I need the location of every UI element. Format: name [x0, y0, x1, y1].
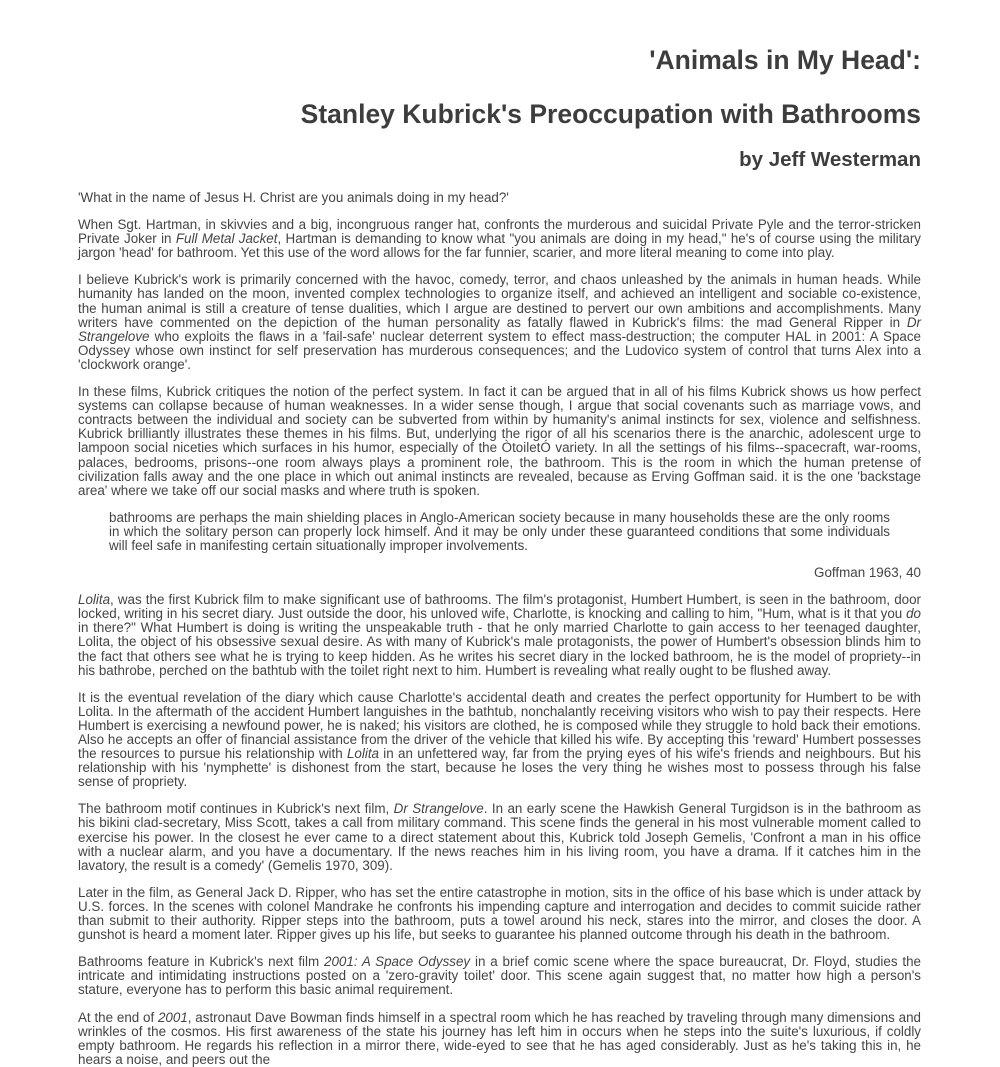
paragraph-text: in there?" What Humbert is doing is writing the unspeakable truth - that he only married Charlotte to gain access to her teenaged daughter, Lolita, the object of his obsessive sexual desire. As with many of Kubrick's male protagonists, the power of Humbert's obsession blinds him to the fact that others see what he is trying to keep hidden. As he writes his secret diary in the locked bathroom, he is the model of propriety--in his bathrobe, perched on the bathtub with the toilet right next to him. Humbert is revealing what really ought to be flushed away. [78, 620, 921, 678]
block-quote: bathrooms are perhaps the main shielding places in Anglo-American society because in many households these are the only rooms in which the solitary person can properly lock himself. And it may be only under these guaranteed conditions that some individuals will feel safe in manifesting certain situationally improper involvements. [109, 509, 890, 553]
emphasis: do [906, 606, 921, 622]
paragraph-8 [78, 955, 921, 997]
paragraph-9 [78, 1011, 921, 1067]
paragraph-text: When Sgt. Hartman, in skivvies and a big, incongruous ranger hat, confronts the murderous and suicidal Private Pyle and the terror-stricken Private Joker in [78, 217, 921, 247]
paragraph-text: Bathrooms feature in Kubrick's next film [78, 954, 325, 970]
film-title: Lolita [78, 592, 111, 608]
paragraph-text: . In an early scene the Hawkish General Turgidson is in the bathroom as his bikini clad-secretary, Miss Scott, takes a call from military command. This scene finds the general in his most vulnerable moment called to exercise his power. In the closest he ever came to a direct statement about this, Kubrick told Joseph Gemelis, 'Confront a man in his office with a nuclear alarm, and you have a documentary. If the news reaches him in his living room, you have a drama. If it catches him in the lavatory, the result is a comedy' (Gemelis 1970, 309). [78, 801, 921, 873]
epigraph-quote: 'What in the name of Jesus H. Christ are you animals doing in my head?' [78, 190, 509, 205]
article-title: 'Animals in My Head': [649, 45, 921, 75]
paragraph-3: In these films, Kubrick critiques the notion of the perfect system. In fact it can be argued that in all of his films Kubrick shows us how perfect systems can collapse because of human weaknesses. In a wider sense though, I argue that social covenants such as marriage vows, and contracts between the individual and society can be subverted from within by humanity's animal instincts for sex, violence and selfishness. Kubrick brilliantly illustrates these themes in his films. But, underlying the rigor of all his scenarios there is the anarchic, adolescent urge to lampoon social niceties which surfaces in his humor, especially of the ÒtoiletÓ variety. In all the settings of his films--spacecraft, war-rooms, palaces, bedrooms, prisons--one room always plays a prominent role, the bathroom. This is the room in which the human pretense of civilization falls away and the one place in which out animal instincts are revealed, because as Erving Goffman said. it is the one 'backstage area' where we take off our social masks and where truth is spoken. [78, 384, 921, 498]
paragraph-4 [78, 593, 921, 678]
paragraph-5 [78, 691, 921, 790]
paragraph-text: in a brief comic scene where the space bureaucrat, Dr. Floyd, studies the intricate and intimidating instructions posted on a 'zero-gravity toilet' door. This scene again suggest that, no matter how high a person's stature, everyone has to perform this basic animal requirement. [78, 954, 921, 998]
paragraph-text: It is the eventual revelation of the diary which cause Charlotte's accidental death and creates the perfect opportunity for Humbert to be with Lolita. In the aftermath of the accident Humbert languishes in the bathtub, nonchalantly receiving visitors who wish to pay their respects. Here Humbert is exercising a newfound power, he is naked; his visitors are clothed, he is composed while they struggle to hold back their emotions. Also he accepts an offer of financial assistance from the driver of the vehicle that killed his wife. By accepting this 'reward' Humbert possesses the resources to pursue his relationship with [78, 689, 921, 762]
paragraph-text: in an unfettered way, far from the prying eyes of his wife's friends and neighbours. But his relationship with his 'nymphette' is dishonest from the start, because he loses the very thing he wishes most to possess through his false sense of propriety. [78, 746, 921, 790]
film-title: 2001 [157, 1009, 188, 1025]
film-title: Full Metal Jacket [175, 231, 278, 247]
article [78, 0, 921, 1067]
film-title: Dr Strangelove [393, 801, 484, 817]
paragraph-text: The bathroom motif continues in Kubrick's next film, [78, 801, 394, 817]
article-subtitle: Stanley Kubrick's Preoccupation with Bathrooms [300, 99, 921, 129]
quote-citation: Goffman 1963, 40 [814, 565, 921, 581]
film-title: Dr Strangelove [78, 314, 921, 344]
paragraph-2 [78, 273, 921, 372]
paragraph-7: Later in the film, as General Jack D. Ripper, who has set the entire catastrophe in motion, sits in the office of his base which is under attack by U.S. forces. In the scenes with colonel Mandrake he confronts his impending capture and interrogation and decides to commit suicide rather than submit to their authority. Ripper steps into the bathroom, puts a towel around his neck, stares into the mirror, and closes the door. A gunshot is heard a moment later. Ripper gives up his life, but seeks to guarantee his planned outcome through his death in the bathroom. [78, 884, 921, 943]
paragraph-text: At the end of [78, 1009, 158, 1025]
paragraph-text: , was the first Kubrick film to make significant use of bathrooms. The film's protagonist, Humbert Humbert, is seen in the bathroom, door locked, writing in his secret diary. Just outside the door, his unloved wife, Charlotte, is knocking and calling to him, "Hum, what is it that you [78, 592, 921, 622]
paragraph-6 [78, 802, 921, 872]
paragraph-text: , astronaut Dave Bowman finds himself in a spectral room which he has reached by traveling through many dimensions and wrinkles of the cosmos. His first awareness of the state his journey has left him in occurs when he steps into the suite's luxurious, if coldly empty bathroom. He regards his reflection in a mirror there, wide-eyed to see that he has aged considerably. Just as he's taking this in, he hears a noise, and peers out the [78, 1009, 921, 1067]
paragraph-text: I believe Kubrick's work is primarily concerned with the havoc, comedy, terror, and chaos unleashed by the animals in human heads. While humanity has landed on the moon, invented complex technologies to organize itself, and achieved an intelligent and sociable co-existence, the human animal is still a creature of tense dualities, which I argue are destined to pervert our own ambitions and accomplishments. Many writers have commented on the depiction of the human personality as fatally flawed in Kubrick's films: the mad General Ripper in [78, 272, 921, 330]
paragraph-1 [78, 218, 921, 260]
film-title: 2001: A Space Odyssey [324, 954, 471, 970]
film-title: Lolita [346, 746, 379, 762]
paragraph-text: who exploits the flaws in a 'fail-safe' nuclear deterrent system to effect mass-destruction; the computer HAL in 2001: A Space Odyssey whose own instinct for self preservation has murderous consequences; and the Ludovico system of control that turns Alex into a 'clockwork orange'. [78, 328, 921, 372]
author-byline: by Jeff Westerman [739, 148, 921, 171]
paragraph-text: , Hartman is demanding to know what "you animals are doing in my head," he's of course using the military jargon 'head' for bathroom. Yet this use of the word allows for the far funnier, scarier, and more literal meaning to come into play. [78, 231, 921, 261]
